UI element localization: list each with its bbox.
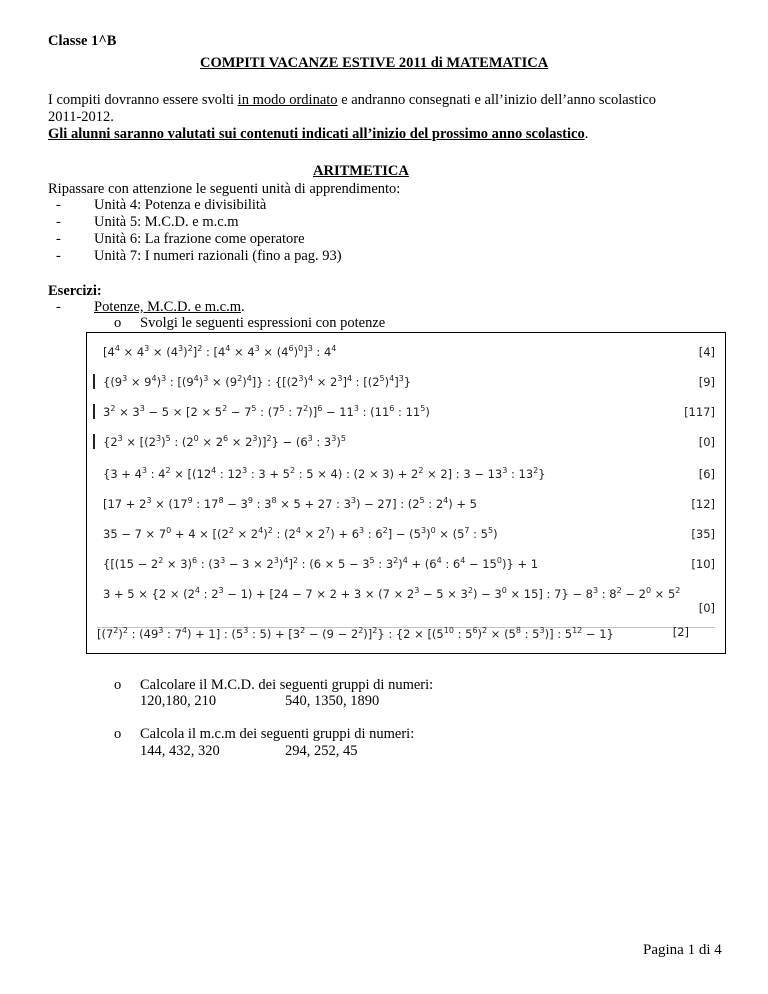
expression-row <box>87 523 725 547</box>
expressions-image <box>86 332 726 654</box>
mcm-group: 294, 252, 45 <box>285 743 358 759</box>
list-bullet: - <box>56 231 61 247</box>
expression: $3^2 \times 3^3 - 5 \times [2 \times 5^2 - 7^5$ : ($7^5$ : $7^2)]^6 - 11^3$ : ($11^6$ : $11^5$) <box>103 404 430 419</box>
list-bullet: - <box>56 248 61 264</box>
expression-answer: [2] <box>672 625 689 639</box>
expression: {[$(15 - 2^2 \times 3)^6$ : $(3^3 - 3 \times 2^3)^4]^2$ : ($6 \times 5 - 3^5$ : $3^2)^4 + (6^4$ : $6^4 - 15^0)\} + 1$ <box>103 556 539 571</box>
expression-row <box>87 401 725 425</box>
expression-answer: [9] <box>698 375 715 389</box>
expression: {$(9^3 \times 9^4)^3$ : $[(9^4)^3 \times (9^2)^4]$} : {$[(2^3)^4 \times 2^3]^4$ : $[(2^5)^4]^3$} <box>103 374 412 389</box>
task-mcm: Calcola il m.c.m dei seguenti gruppi di numeri: <box>140 726 415 742</box>
intro-paragraph <box>48 92 728 109</box>
circle-bullet: o <box>114 677 122 693</box>
scan-mark <box>93 434 95 449</box>
mcd-group: 540, 1350, 1890 <box>285 693 380 709</box>
expression: $[4^4 \times 4^3 \times (4^3)^2]^2$ : $[4^4 \times 4^3 \times (4^6)^0]^3$ : $4^4$ <box>103 344 337 359</box>
expression: [$17 + 2^3 \times (17^9$ : $17^8 - 3^9$ : $3^8 \times 5 + 27$ : $3^3) - 27$] : ($2^5$ : $2^4) + 5$ <box>103 496 477 511</box>
mcm-group: 144, 432, 320 <box>140 743 220 759</box>
intro-emphasis: in modo ordinato <box>237 92 338 108</box>
expression: {$3 + 4^3$ : $4^2 \times [(12^4$ : $12^3$ : $3 + 5^2$ : 5 × 4) : $(2 \times 3) + 2^2 \times 2$] : $3 - 13^3$ : $13^2$} <box>103 466 546 481</box>
circle-bullet: o <box>114 315 122 331</box>
exercise-topic-text: Potenze, M.C.D. e m.c.m <box>94 299 241 315</box>
expression-row <box>87 431 725 455</box>
expression-row <box>87 553 725 577</box>
expression-answer: [6] <box>698 467 715 481</box>
evaluation-notice-period: . <box>584 126 589 142</box>
circle-bullet: o <box>114 726 122 742</box>
page-title: COMPITI VACANZE ESTIVE 2011 di MATEMATICA <box>200 55 549 71</box>
expression-row <box>87 583 725 617</box>
class-label: Classe 1^B <box>48 33 117 49</box>
evaluation-notice-text: Gli alunni saranno valutati sui contenuti indicati all’inizio del prossimo anno scolastico <box>48 126 585 142</box>
expression-answer: [0] <box>698 435 715 449</box>
review-unit: Unità 7: I numeri razionali (fino a pag. 93) <box>94 248 342 264</box>
expression-answer: [35] <box>691 527 715 541</box>
page-number: Pagina 1 di 4 <box>643 942 722 958</box>
expression-row <box>87 463 725 487</box>
scan-mark <box>93 374 95 389</box>
expression-answer: [0] <box>698 601 715 615</box>
section-title: ARITMETICA <box>313 163 409 179</box>
expression-answer: [12] <box>691 497 715 511</box>
expression: $3 + 5 \times \{2 \times (2^4$ : $2^3 - 1) + [24 - 7 \times 2 + 3 \times (7 \times 2^3 - 5 \times 3^2) - 3^0 \times 15]$ : $7\} - 8^3$ : $8^2 - 2^0 \times 5^2$ <box>103 586 681 601</box>
task-expressions: Svolgi le seguenti espressioni con potenze <box>140 315 386 331</box>
expression-answer: [4] <box>698 345 715 359</box>
expression: $35 - 7 \times 7^0 + 4 \times [(2^2 \times 2^4)^2$ : $(2^4 \times 2^7) + 6^3$ : $6^2] - (5^3)^0 \times (5^7$ : $5^5$) <box>103 526 498 541</box>
exercise-topic <box>94 299 245 316</box>
intro-text-end: e andranno consegnati e all’inizio dell’anno scolastico <box>337 92 657 108</box>
mcd-group: 120,180, 210 <box>140 693 217 709</box>
list-bullet: - <box>56 197 61 213</box>
review-unit: Unità 5: M.C.D. e m.c.m <box>94 214 239 230</box>
intro-text-start: I compiti dovranno essere svolti <box>48 92 238 108</box>
expression: {$2^3 \times [(2^3)^5$ : $(2^0 \times 2^6 \times 2^3)]^2\} - (6^3$ : $3^3)^5$ <box>103 434 346 449</box>
school-year: 2011-2012. <box>48 109 114 125</box>
exercises-heading: Esercizi: <box>48 283 102 299</box>
task-mcd: Calcolare il M.C.D. dei seguenti gruppi di numeri: <box>140 677 434 693</box>
list-bullet: - <box>56 299 61 315</box>
scan-mark <box>93 404 95 419</box>
expression-answer: [10] <box>691 557 715 571</box>
review-heading: Ripassare con attenzione le seguenti unità di apprendimento: <box>48 181 401 197</box>
expression: [$(7^2)^2$ : ($49^3$ : $7^4) + 1$] : ($5^3$ : $5) + [3^2 - (9 - 2^2)]^2$} : {$2 \times [(5^{10}$ : $5^6)^2 \times (5^8$ : $5^3$)] : $5^{12} - 1$} <box>97 626 614 641</box>
expression-row <box>87 623 725 647</box>
expression-row <box>87 371 725 395</box>
expression-row <box>87 493 725 517</box>
review-unit: Unità 6: La frazione come operatore <box>94 231 305 247</box>
expression-row <box>87 341 725 365</box>
evaluation-notice <box>48 126 728 143</box>
exercise-topic-period: . <box>241 299 245 315</box>
list-bullet: - <box>56 214 61 230</box>
expression-answer: [117] <box>684 405 715 419</box>
review-unit: Unità 4: Potenza e divisibilità <box>94 197 267 213</box>
